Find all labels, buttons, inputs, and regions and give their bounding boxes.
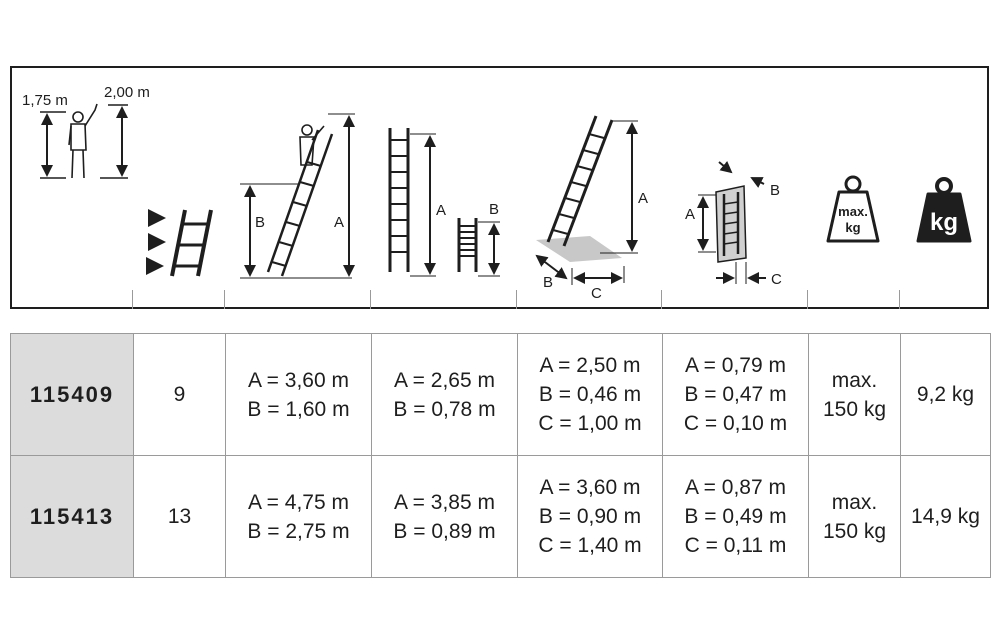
working-dimensions — [226, 456, 372, 578]
dimension-letter: C — [771, 271, 782, 288]
rungs-count: 13 — [134, 456, 226, 578]
dimension-line: B = 0,89 m — [393, 519, 496, 543]
dimension-line: C = 1,00 m — [538, 412, 642, 435]
extended-dimensions — [372, 334, 518, 456]
dimension-line: A = 4,75 m — [248, 490, 349, 514]
max-load-line: 150 kg — [822, 519, 887, 543]
angle-dimensions — [518, 334, 663, 456]
dimension-letter: B — [489, 201, 500, 218]
dimension-line: A = 0,79 m — [685, 354, 786, 377]
max-load — [809, 334, 901, 456]
folded-dimensions — [663, 456, 809, 578]
specification-table — [10, 333, 991, 578]
folded-ladder-icon — [685, 162, 782, 288]
dimension-letter: C — [591, 285, 602, 302]
dimension-letter: A — [334, 214, 345, 231]
dimension-line: A = 0,87 m — [685, 476, 786, 499]
dimension-letter: B — [770, 182, 781, 199]
max-load-line: max. — [831, 490, 878, 514]
working-dimensions — [226, 334, 372, 456]
weight: 14,9 kg — [901, 456, 991, 578]
person-height-icon — [22, 84, 150, 178]
dimension-line: A = 2,50 m — [539, 354, 641, 377]
max-load-icon-text: max. — [838, 204, 868, 219]
max-load-line: max. — [831, 368, 878, 392]
table-row — [11, 334, 991, 456]
dimension-letter: A — [638, 190, 649, 207]
weight-icon-text: kg — [929, 209, 959, 236]
rungs-icon — [148, 210, 211, 276]
extended-dimensions — [372, 456, 518, 578]
dimension-line: B = 0,47 m — [684, 383, 787, 406]
dimension-line: B = 0,46 m — [538, 383, 642, 406]
person-height-label: 1,75 m — [22, 92, 68, 109]
leaning-ladder-icon — [240, 114, 355, 278]
angled-ladder-icon — [536, 116, 648, 302]
angle-dimensions — [518, 456, 663, 578]
max-load — [809, 456, 901, 578]
article-number: 115409 — [11, 334, 134, 456]
article-number: 115413 — [11, 456, 134, 578]
folded-dimensions — [663, 334, 809, 456]
max-load-icon — [828, 177, 878, 241]
table-row — [11, 456, 991, 578]
dimension-line: B = 0,90 m — [538, 505, 642, 528]
dimension-letter: B — [255, 214, 266, 231]
dimension-line: C = 0,10 m — [683, 412, 788, 435]
max-load-icon-text: kg — [845, 220, 861, 235]
dimension-line: B = 2,75 m — [247, 519, 350, 543]
dimension-line: C = 0,11 m — [684, 534, 787, 557]
dimension-line: A = 3,85 m — [394, 490, 495, 514]
dimension-line: A = 3,60 m — [539, 476, 641, 499]
dimension-line: B = 0,49 m — [684, 505, 787, 528]
reach-height-label: 2,00 m — [104, 84, 150, 101]
dimension-line: A = 2,65 m — [394, 368, 495, 392]
weight: 9,2 kg — [901, 334, 991, 456]
weight-icon — [918, 179, 970, 241]
max-load-line: 150 kg — [822, 397, 887, 421]
straight-ladder-icon — [390, 128, 500, 276]
dimension-line: B = 1,60 m — [247, 397, 350, 421]
dimension-line: B = 0,78 m — [393, 397, 496, 421]
dimension-letter: A — [685, 206, 696, 223]
dimension-letter: A — [436, 202, 447, 219]
dimension-letter: B — [543, 274, 554, 291]
rungs-count: 9 — [134, 334, 226, 456]
dimension-line: A = 3,60 m — [248, 368, 349, 392]
dimension-line: C = 1,40 m — [538, 534, 642, 557]
